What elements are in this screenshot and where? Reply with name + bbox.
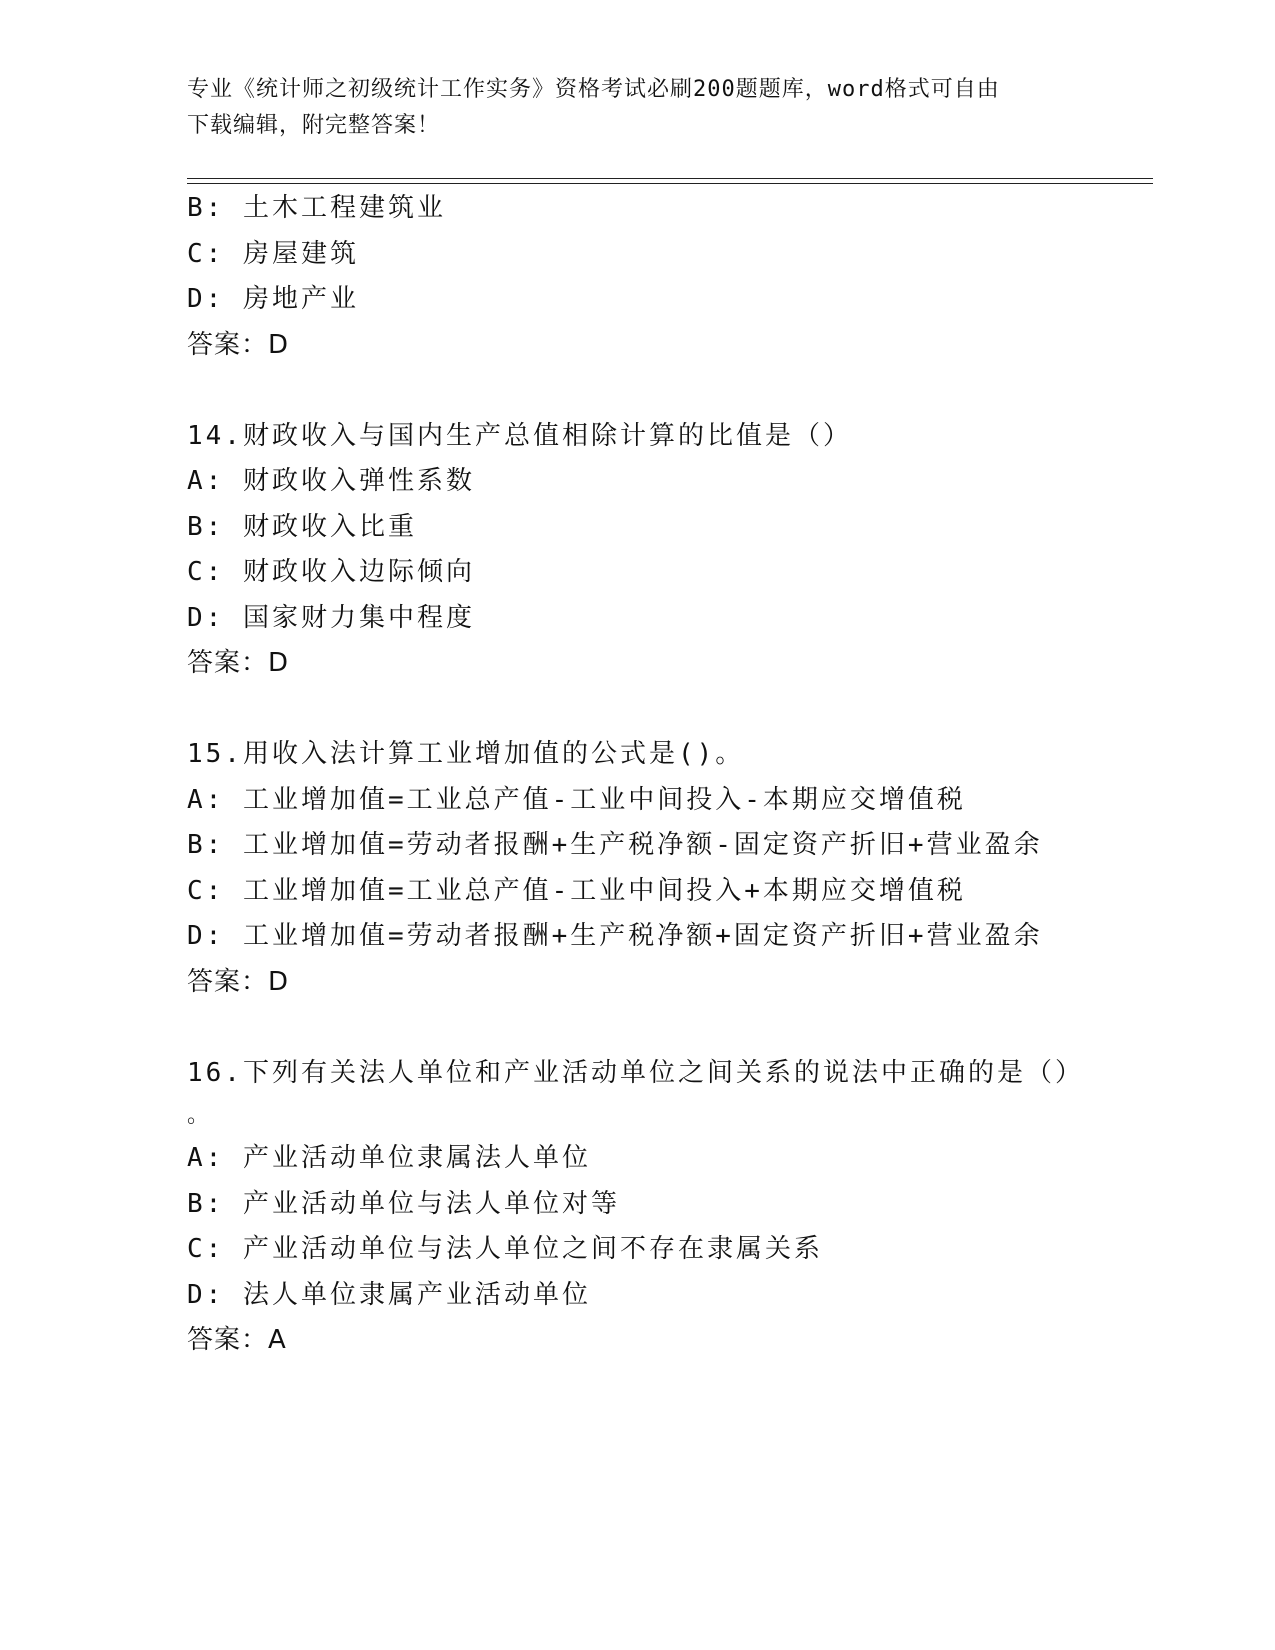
header-divider-bottom (187, 183, 1153, 184)
spacer (187, 368, 1127, 414)
document-header (187, 72, 1067, 144)
option-d: D: 国家财力集中程度 (187, 602, 475, 633)
question-14 (187, 414, 1127, 687)
header-title-line-1: 专业《统计师之初级统计工作实务》资格考试必刷200题题库，word格式可自由 (187, 77, 1000, 102)
spacer (187, 1005, 1127, 1051)
question-text-continuation: 。 (187, 1103, 213, 1128)
option-b: B: 工业增加值=劳动者报酬+生产税净额-固定资产折旧+营业盈余 (187, 830, 1043, 860)
option-d: D: 工业增加值=劳动者报酬+生产税净额+固定资产折旧+营业盈余 (187, 921, 1043, 951)
option-a: A: 工业增加值=工业总产值-工业中间投入-本期应交增值税 (187, 784, 966, 815)
option-a: A: 产业活动单位隶属法人单位 (187, 1143, 591, 1173)
option-a: A: 财政收入弹性系数 (187, 466, 475, 496)
option-c: C: 财政收入边际倾向 (187, 557, 475, 587)
answer: 答案：D (187, 966, 290, 997)
option-b: B: 财政收入比重 (187, 511, 417, 542)
question-text: 15.用收入法计算工业增加值的公式是()。 (187, 739, 745, 769)
question-13 (187, 186, 1127, 368)
option-b: B: 产业活动单位与法人单位对等 (187, 1188, 620, 1219)
header-divider-top (187, 178, 1153, 179)
option-c: C: 工业增加值=工业总产值-工业中间投入+本期应交增值税 (187, 875, 966, 906)
question-text: 16.下列有关法人单位和产业活动单位之间关系的说法中正确的是（） (187, 1057, 1084, 1088)
question-list (187, 186, 1127, 1364)
spacer (187, 687, 1127, 733)
option-c: C: 房屋建筑 (187, 238, 359, 269)
question-text: 14.财政收入与国内生产总值相除计算的比值是（） (187, 420, 852, 451)
answer: 答案：D (187, 648, 290, 678)
question-16 (187, 1051, 1127, 1364)
option-c: C: 产业活动单位与法人单位之间不存在隶属关系 (187, 1234, 823, 1264)
question-15 (187, 732, 1127, 1005)
answer: 答案：D (187, 329, 290, 360)
option-d: D: 法人单位隶属产业活动单位 (187, 1279, 591, 1310)
option-d: D: 房地产业 (187, 284, 359, 314)
answer: 答案：A (187, 1325, 287, 1355)
header-title-line-2: 下载编辑，附完整答案！ (187, 113, 441, 138)
option-b: B: 土木工程建筑业 (187, 193, 446, 223)
